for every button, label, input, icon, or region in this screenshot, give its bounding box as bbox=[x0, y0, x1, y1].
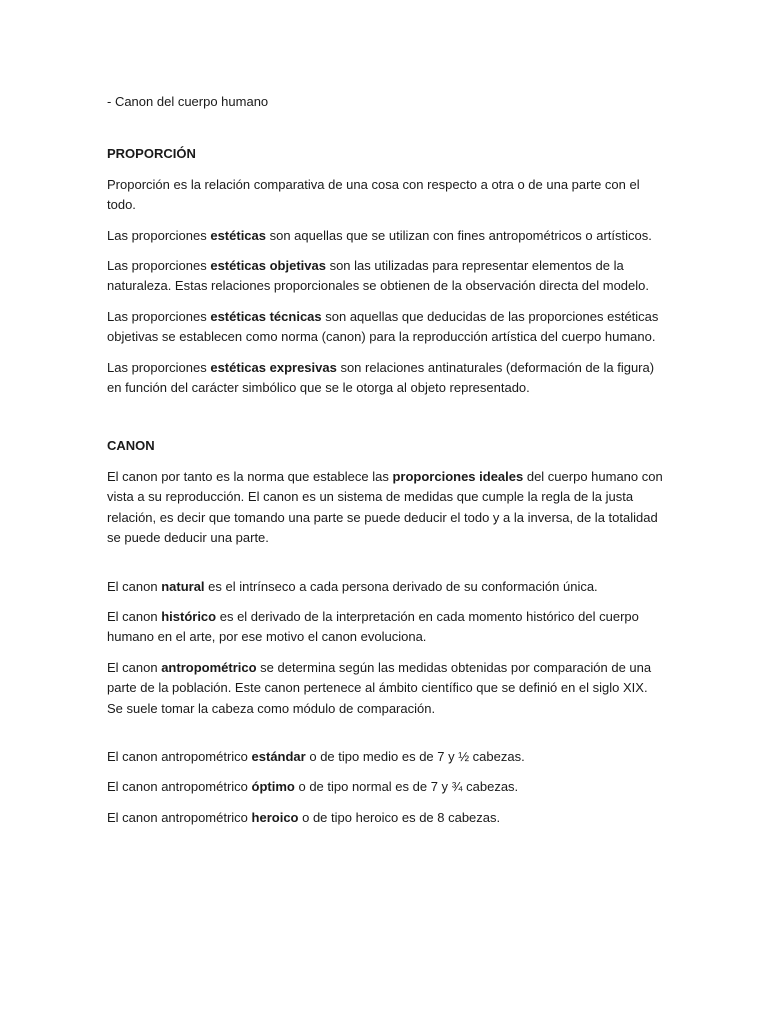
paragraph-proporcion-definition bbox=[107, 175, 665, 216]
paragraph-text-after: o de tipo medio es de 7 y ½ cabezas. bbox=[305, 748, 525, 764]
paragraph-canon-heroico bbox=[107, 808, 665, 828]
paragraph-text-before: El canon bbox=[107, 608, 162, 624]
paragraph-canon-historico bbox=[107, 607, 665, 648]
paragraph-text-after: es el derivado de la interpretación en cada momento histórico del cuerpo humano en el arte, por ese motivo el canon evoluciona. bbox=[107, 608, 639, 645]
paragraph-text-before: El canon bbox=[107, 578, 162, 594]
paragraph-canon-estandar bbox=[107, 747, 665, 767]
spacer bbox=[107, 112, 665, 144]
spacer bbox=[107, 559, 665, 577]
paragraph-esteticas bbox=[107, 226, 665, 246]
bold-term: histórico bbox=[161, 608, 217, 624]
paragraph-text-before: Las proporciones bbox=[107, 308, 211, 324]
paragraph-text-before: El canon antropométrico bbox=[107, 809, 252, 825]
paragraph-text-before: El canon antropométrico bbox=[107, 779, 252, 795]
paragraph-canon-definition bbox=[107, 467, 665, 549]
paragraph-text-before: Las proporciones bbox=[107, 258, 211, 274]
paragraph-text-after: se determina según las medidas obtenidas por comparación de una parte de la población. Este canon pertenece al ámbito científico que se definió en el siglo XIX. Se suele tomar la cabeza como módulo de comparación. bbox=[107, 659, 652, 716]
bold-term: estéticas técnicas bbox=[210, 308, 322, 324]
paragraph-text-before: Las proporciones bbox=[107, 227, 211, 243]
paragraph-text-after: o de tipo heroico es de 8 cabezas. bbox=[298, 809, 501, 825]
paragraph-text-after: es el intrínseco a cada persona derivado de su conformación única. bbox=[204, 578, 598, 594]
paragraph-esteticas-expresivas bbox=[107, 358, 665, 399]
paragraph-text-after: son relaciones antinaturales (deformación de la figura) en función del carácter simbólico que se le otorga al objeto representado. bbox=[107, 359, 655, 396]
paragraph-text-after: o de tipo normal es de 7 y ¾ cabezas. bbox=[294, 779, 519, 795]
paragraph-text-after: son aquellas que se utilizan con fines antropométricos o artísticos. bbox=[266, 227, 652, 243]
paragraph-text-after: son las utilizadas para representar elementos de la naturaleza. Estas relaciones proporcionales se obtienen de la observación directa del modelo. bbox=[107, 258, 649, 294]
spacer bbox=[107, 408, 665, 436]
paragraph-text-after: del cuerpo humano con vista a su reproducción. El canon es un sistema de medidas que cumple la regla de la justa relación, es decir que tomando una parte se puede deducir el todo y a la inversa, de la totalidad se puede deducir una parte. bbox=[107, 468, 663, 546]
paragraph-canon-natural bbox=[107, 577, 665, 597]
bold-term: heroico bbox=[251, 809, 299, 825]
heading-canon: CANON bbox=[107, 438, 155, 454]
paragraph-text-before: El canon bbox=[107, 659, 162, 675]
spacer bbox=[107, 729, 665, 747]
bold-term: antropométrico bbox=[161, 659, 257, 675]
paragraph-text-after: son aquellas que deducidas de las proporciones estéticas objetivas se establecen como norma (canon) para la reproducción artística del cuerpo humano. bbox=[107, 308, 659, 345]
paragraph-canon-optimo bbox=[107, 777, 665, 797]
paragraph-text: Proporción es la relación comparativa de una cosa con respecto a otra o de una parte con el todo. bbox=[107, 176, 640, 213]
document-body bbox=[107, 92, 665, 838]
bold-term: natural bbox=[161, 578, 205, 594]
bold-term: estéticas bbox=[210, 227, 266, 243]
bold-term: estéticas objetivas bbox=[210, 258, 326, 274]
paragraph-canon-antropometrico bbox=[107, 658, 665, 719]
document-subtitle: - Canon del cuerpo humano bbox=[107, 94, 269, 109]
paragraph-esteticas-objetivas bbox=[107, 256, 665, 297]
paragraph-text-before: El canon por tanto es la norma que establece las bbox=[107, 468, 393, 484]
paragraph-esteticas-tecnicas bbox=[107, 307, 665, 348]
bold-term: proporciones ideales bbox=[392, 468, 524, 484]
paragraph-text-before: El canon antropométrico bbox=[107, 748, 252, 764]
paragraph-text-before: Las proporciones bbox=[107, 359, 211, 375]
bold-term: estéticas expresivas bbox=[210, 359, 337, 375]
bold-term: óptimo bbox=[251, 779, 295, 795]
heading-proporcion: PROPORCIÓN bbox=[107, 146, 196, 162]
bold-term: estándar bbox=[251, 748, 306, 764]
